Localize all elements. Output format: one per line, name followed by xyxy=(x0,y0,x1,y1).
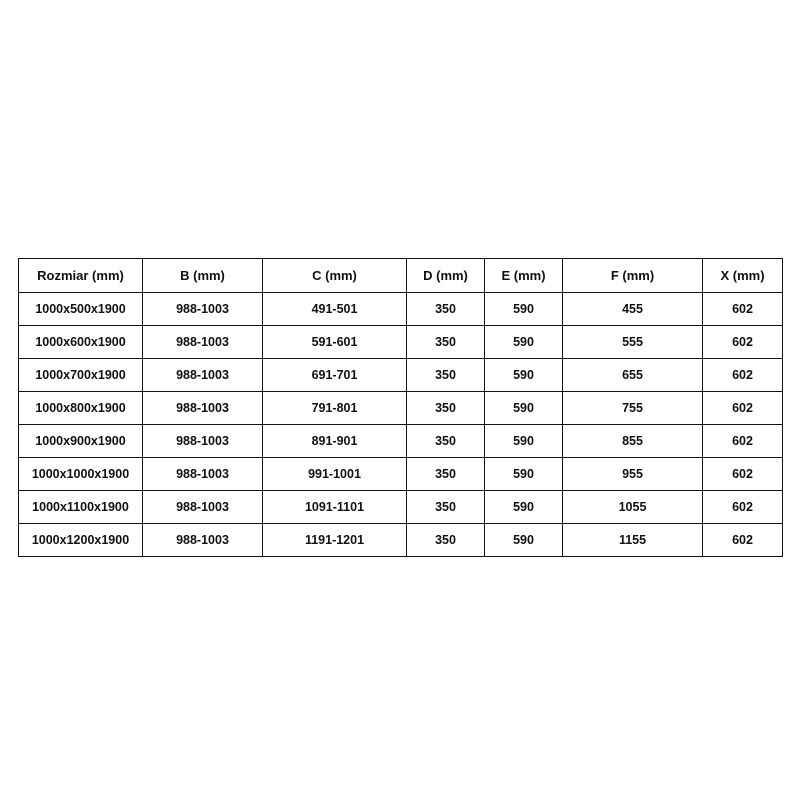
cell-f: 1155 xyxy=(563,524,703,557)
cell-d: 350 xyxy=(407,425,485,458)
cell-d: 350 xyxy=(407,359,485,392)
cell-b: 988-1003 xyxy=(143,326,263,359)
cell-rozmiar: 1000x600x1900 xyxy=(19,326,143,359)
cell-b: 988-1003 xyxy=(143,458,263,491)
table-row xyxy=(19,359,783,392)
column-header-rozmiar: Rozmiar (mm) xyxy=(19,259,143,293)
table-header-row xyxy=(19,259,783,293)
cell-c: 891-901 xyxy=(263,425,407,458)
cell-c: 991-1001 xyxy=(263,458,407,491)
cell-d: 350 xyxy=(407,524,485,557)
cell-b: 988-1003 xyxy=(143,392,263,425)
cell-f: 555 xyxy=(563,326,703,359)
cell-d: 350 xyxy=(407,491,485,524)
column-header-e: E (mm) xyxy=(485,259,563,293)
cell-f: 1055 xyxy=(563,491,703,524)
cell-e: 590 xyxy=(485,425,563,458)
cell-f: 755 xyxy=(563,392,703,425)
dimensions-table xyxy=(18,258,783,557)
table-header xyxy=(19,259,783,293)
table-row xyxy=(19,326,783,359)
cell-d: 350 xyxy=(407,326,485,359)
cell-e: 590 xyxy=(485,326,563,359)
cell-b: 988-1003 xyxy=(143,293,263,326)
cell-x: 602 xyxy=(703,425,783,458)
cell-b: 988-1003 xyxy=(143,425,263,458)
table-row xyxy=(19,392,783,425)
cell-x: 602 xyxy=(703,359,783,392)
table-row xyxy=(19,524,783,557)
column-header-f: F (mm) xyxy=(563,259,703,293)
cell-rozmiar: 1000x900x1900 xyxy=(19,425,143,458)
cell-b: 988-1003 xyxy=(143,524,263,557)
cell-f: 855 xyxy=(563,425,703,458)
table-row xyxy=(19,458,783,491)
cell-x: 602 xyxy=(703,392,783,425)
table-row xyxy=(19,491,783,524)
column-header-b: B (mm) xyxy=(143,259,263,293)
cell-d: 350 xyxy=(407,458,485,491)
cell-e: 590 xyxy=(485,491,563,524)
cell-f: 455 xyxy=(563,293,703,326)
column-header-c: C (mm) xyxy=(263,259,407,293)
cell-f: 655 xyxy=(563,359,703,392)
cell-x: 602 xyxy=(703,491,783,524)
cell-d: 350 xyxy=(407,293,485,326)
cell-rozmiar: 1000x700x1900 xyxy=(19,359,143,392)
column-header-d: D (mm) xyxy=(407,259,485,293)
column-header-x: X (mm) xyxy=(703,259,783,293)
cell-c: 691-701 xyxy=(263,359,407,392)
cell-e: 590 xyxy=(485,458,563,491)
cell-f: 955 xyxy=(563,458,703,491)
cell-rozmiar: 1000x1100x1900 xyxy=(19,491,143,524)
cell-e: 590 xyxy=(485,392,563,425)
cell-c: 491-501 xyxy=(263,293,407,326)
cell-e: 590 xyxy=(485,524,563,557)
cell-rozmiar: 1000x800x1900 xyxy=(19,392,143,425)
cell-b: 988-1003 xyxy=(143,491,263,524)
cell-e: 590 xyxy=(485,359,563,392)
cell-c: 791-801 xyxy=(263,392,407,425)
table-row xyxy=(19,425,783,458)
cell-b: 988-1003 xyxy=(143,359,263,392)
spec-table-container xyxy=(18,258,782,557)
cell-x: 602 xyxy=(703,458,783,491)
cell-x: 602 xyxy=(703,326,783,359)
cell-e: 590 xyxy=(485,293,563,326)
table-body xyxy=(19,293,783,557)
cell-rozmiar: 1000x1000x1900 xyxy=(19,458,143,491)
cell-rozmiar: 1000x500x1900 xyxy=(19,293,143,326)
table-row xyxy=(19,293,783,326)
cell-rozmiar: 1000x1200x1900 xyxy=(19,524,143,557)
cell-c: 1091-1101 xyxy=(263,491,407,524)
cell-c: 591-601 xyxy=(263,326,407,359)
cell-d: 350 xyxy=(407,392,485,425)
cell-x: 602 xyxy=(703,293,783,326)
cell-c: 1191-1201 xyxy=(263,524,407,557)
cell-x: 602 xyxy=(703,524,783,557)
